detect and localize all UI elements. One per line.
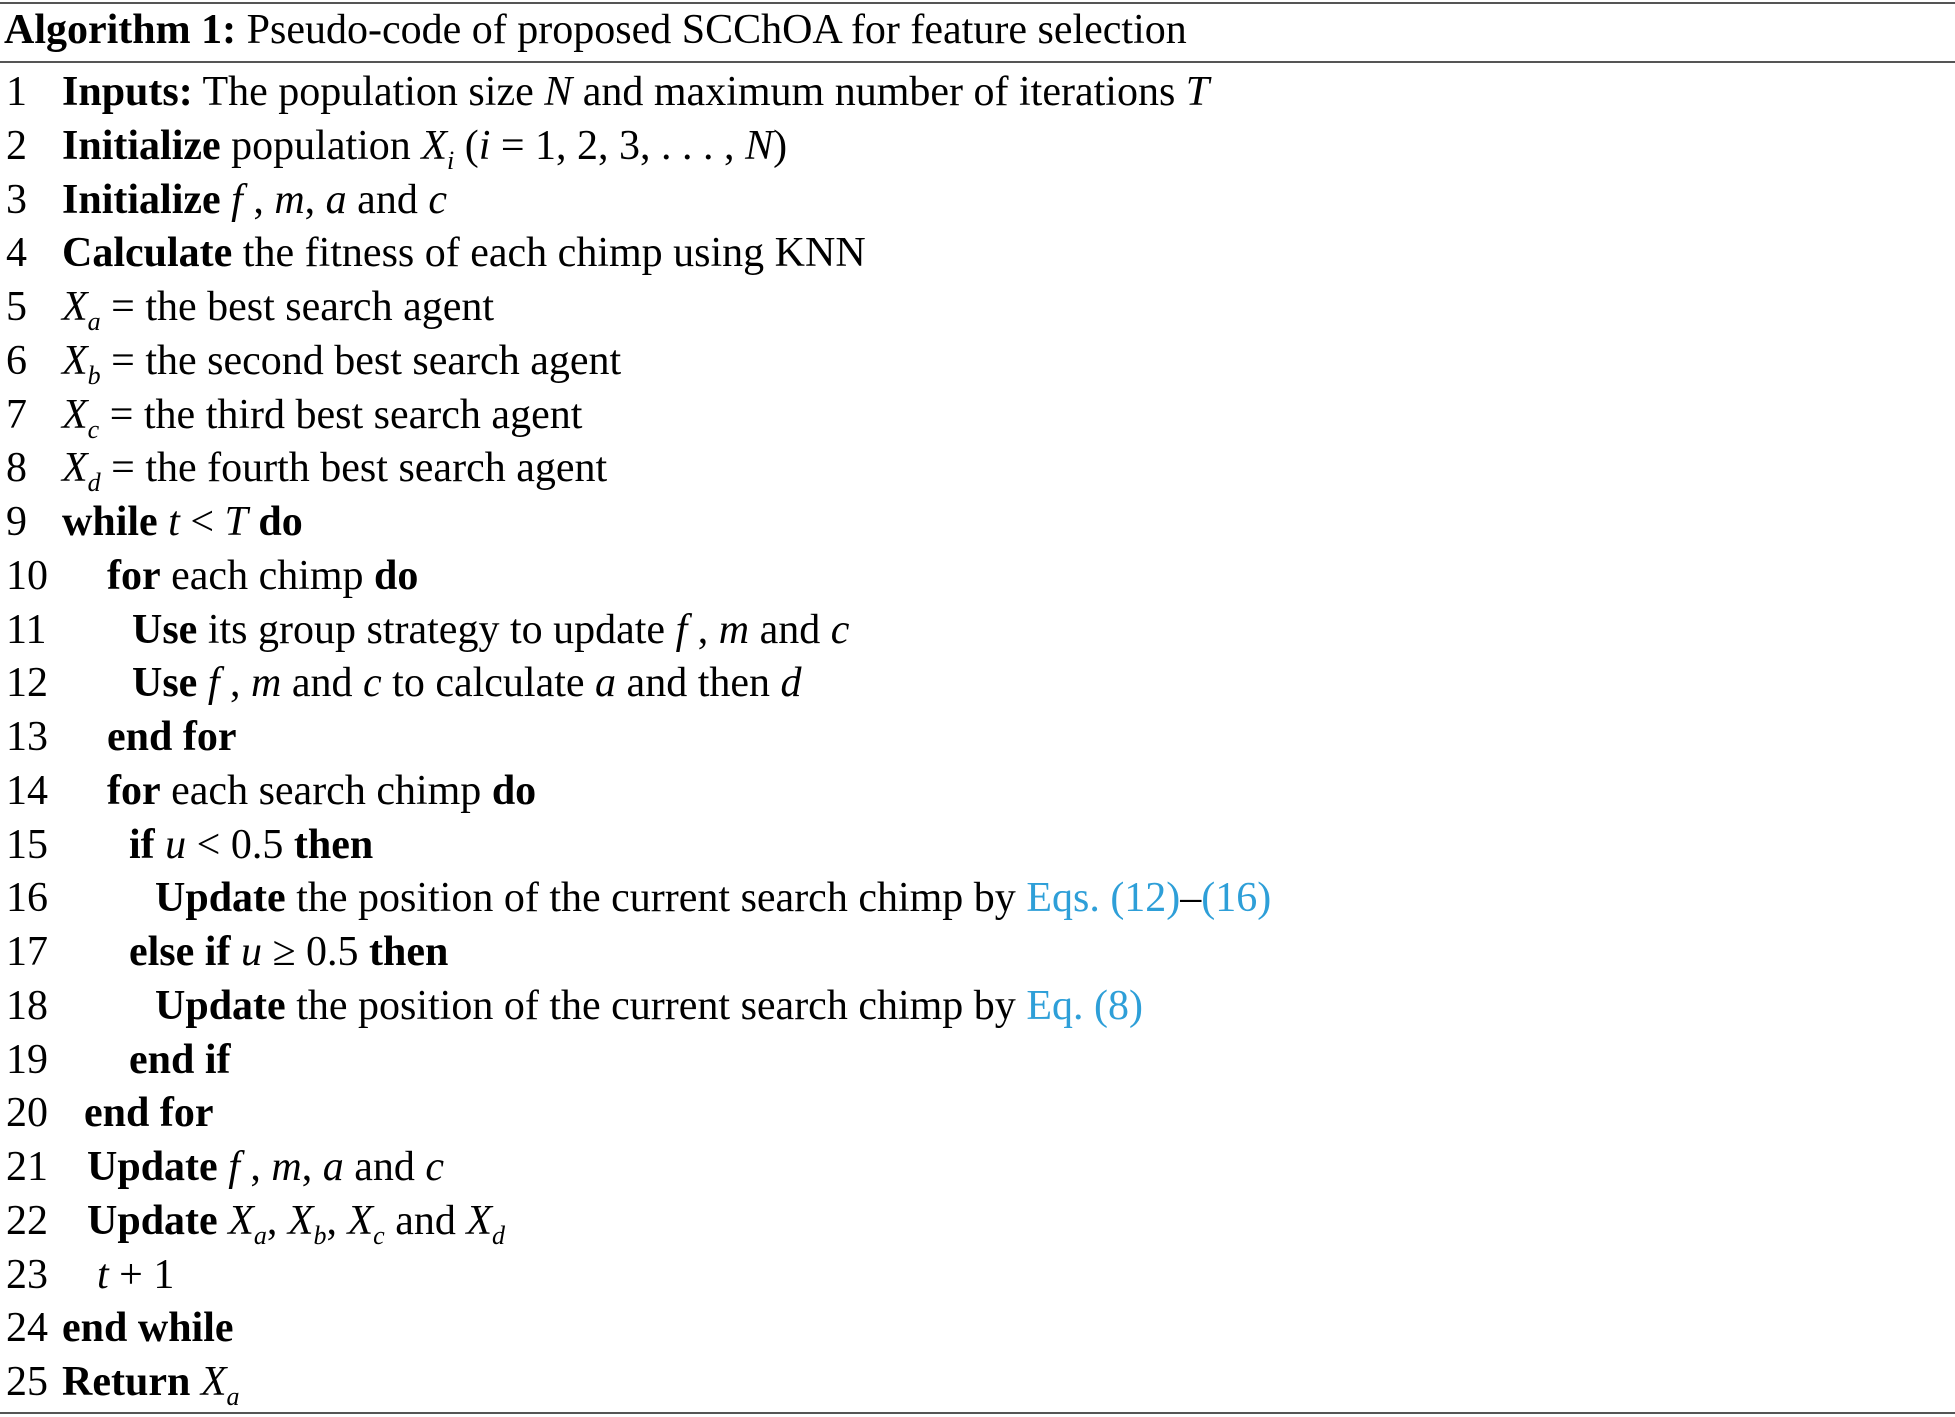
math-subscript: b xyxy=(87,360,101,390)
line-number: 9 xyxy=(6,499,27,545)
math-subscript: a xyxy=(226,1382,240,1411)
line-number: 24 xyxy=(6,1305,48,1352)
text: , xyxy=(219,660,251,707)
keyword: else if xyxy=(129,929,231,975)
line-number: 10 xyxy=(6,552,48,599)
line-content xyxy=(62,280,494,339)
math-variable: N xyxy=(745,122,774,169)
text: the fitness of each chimp using KNN xyxy=(232,230,866,277)
line-number: 21 xyxy=(6,1144,48,1190)
math-variable: N xyxy=(544,69,573,115)
line-content xyxy=(62,334,621,393)
text: each chimp xyxy=(160,552,375,599)
math-variable: c xyxy=(425,1144,445,1190)
math-variable: c xyxy=(428,176,447,223)
line-number: 12 xyxy=(6,660,48,707)
text xyxy=(230,929,241,975)
line-number: 17 xyxy=(6,929,48,975)
text xyxy=(218,1144,229,1190)
math-variable: c xyxy=(830,606,850,653)
math-variable: a xyxy=(595,660,617,707)
math-variable: d xyxy=(780,660,802,707)
line-content xyxy=(129,925,448,979)
text: and xyxy=(281,660,363,707)
line-content xyxy=(155,979,1143,1033)
line-number: 18 xyxy=(6,982,48,1029)
text: and xyxy=(384,1197,467,1244)
math-variable: m xyxy=(718,606,750,653)
text: its group strategy to update xyxy=(197,606,676,653)
line-content xyxy=(62,226,866,280)
keyword: end for xyxy=(84,1090,214,1137)
keyword: end while xyxy=(62,1305,234,1352)
line-number: 2 xyxy=(6,122,27,169)
line-content xyxy=(107,764,536,818)
math-variable: t xyxy=(97,1251,109,1298)
text: , xyxy=(242,176,275,223)
text: and xyxy=(346,176,429,223)
line-number: 19 xyxy=(6,1036,48,1083)
keyword: Inputs: xyxy=(62,69,193,115)
algorithm-label: Algorithm 1: xyxy=(4,7,237,53)
keyword: Return xyxy=(62,1359,191,1405)
line-number: 22 xyxy=(6,1197,48,1244)
text: , xyxy=(687,606,719,653)
line-number: 7 xyxy=(6,391,27,438)
math-subscript: d xyxy=(87,468,101,498)
keyword: do xyxy=(258,499,303,545)
text: each search chimp xyxy=(160,767,492,814)
line-number: 16 xyxy=(6,875,48,922)
text: + 1 xyxy=(108,1251,175,1298)
text: the position of the current search chimp by xyxy=(285,982,1027,1029)
line-content xyxy=(62,1355,239,1414)
math-variable: X xyxy=(287,1197,314,1244)
line-number: 4 xyxy=(6,230,27,277)
text xyxy=(218,1198,229,1244)
math-variable: f xyxy=(231,176,243,223)
text: , xyxy=(326,1197,348,1244)
line-content xyxy=(155,871,1271,925)
keyword: do xyxy=(374,552,419,599)
math-variable: T xyxy=(224,499,248,545)
math-variable: f xyxy=(675,606,688,653)
text: ( xyxy=(454,122,479,169)
math-variable: X xyxy=(228,1197,254,1244)
algorithm-caption-text: Pseudo-code of proposed SCChOA for feature selection xyxy=(246,7,1187,53)
text: population xyxy=(220,122,422,169)
line-number: 14 xyxy=(6,767,48,814)
line-content xyxy=(62,388,582,447)
line-content xyxy=(84,1086,214,1140)
math-subscript: a xyxy=(253,1220,267,1250)
keyword: if xyxy=(129,821,155,868)
math-variable: m xyxy=(251,660,282,707)
text xyxy=(155,822,166,868)
line-content xyxy=(87,1140,444,1194)
math-variable: f xyxy=(228,1144,240,1190)
line-content xyxy=(62,65,1209,119)
equation-link[interactable]: Eqs. (12) xyxy=(1026,875,1181,922)
keyword: then xyxy=(369,929,449,975)
math-variable: X xyxy=(421,122,447,169)
text: = the best search agent xyxy=(100,284,495,330)
math-variable: X xyxy=(62,391,88,438)
math-variable: c xyxy=(363,660,382,707)
text: to calculate xyxy=(381,660,596,707)
math-variable: a xyxy=(322,1144,344,1190)
math-subscript: b xyxy=(313,1220,327,1250)
math-variable: u xyxy=(240,929,262,975)
bottom-rule xyxy=(0,1412,1955,1414)
text xyxy=(221,177,232,223)
text: = the fourth best search agent xyxy=(100,445,608,492)
math-subscript: a xyxy=(87,307,101,336)
keyword: then xyxy=(293,821,374,868)
math-variable: X xyxy=(200,1359,227,1405)
line-content xyxy=(107,710,237,764)
math-variable: f xyxy=(207,660,220,707)
keyword: end for xyxy=(107,714,237,760)
line-number: 15 xyxy=(6,821,48,868)
keyword: Use xyxy=(132,606,198,653)
math-variable: X xyxy=(62,445,88,492)
line-content xyxy=(62,441,607,500)
range-dash: – xyxy=(1180,875,1202,922)
text: = 1, 2, 3, . . . , xyxy=(490,122,746,169)
text: , xyxy=(304,176,326,223)
keyword: for xyxy=(107,552,161,599)
text: the position of the current search chimp by xyxy=(285,875,1027,922)
text: and xyxy=(343,1144,426,1190)
text: = the third best search agent xyxy=(99,391,583,438)
text: ) xyxy=(773,122,788,169)
text: , xyxy=(266,1197,288,1244)
line-content xyxy=(87,1194,505,1253)
keyword: Initialize xyxy=(62,176,221,223)
line-content xyxy=(62,119,787,178)
keyword: end if xyxy=(129,1036,231,1083)
line-number: 23 xyxy=(6,1251,48,1298)
line-number: 1 xyxy=(6,69,27,115)
line-content xyxy=(62,1301,234,1355)
keyword: while xyxy=(62,499,158,545)
keyword: do xyxy=(491,767,537,814)
keyword: Calculate xyxy=(62,230,233,277)
text xyxy=(248,499,259,545)
keyword: Update xyxy=(155,875,286,922)
line-content xyxy=(129,1033,231,1087)
text: and then xyxy=(616,660,781,707)
keyword: Update xyxy=(87,1144,218,1190)
text: < 0.5 xyxy=(186,821,294,868)
text xyxy=(158,499,169,545)
math-variable: X xyxy=(62,284,88,330)
math-subscript: c xyxy=(373,1220,385,1250)
math-variable: X xyxy=(62,337,88,384)
text: ≥ 0.5 xyxy=(261,929,370,975)
line-content xyxy=(129,818,373,872)
equation-link[interactable]: Eq. (8) xyxy=(1026,982,1143,1029)
line-number: 5 xyxy=(6,284,27,330)
line-number: 13 xyxy=(6,714,48,760)
line-number: 3 xyxy=(6,176,27,223)
line-content xyxy=(132,603,849,657)
line-content xyxy=(132,656,802,710)
header-rule xyxy=(0,61,1955,63)
text: and maximum number of iterations xyxy=(572,69,1186,115)
math-subscript: d xyxy=(492,1220,506,1250)
line-content xyxy=(62,173,447,227)
algorithm-caption xyxy=(4,0,1187,60)
math-variable: m xyxy=(271,1144,302,1190)
line-number: 6 xyxy=(6,337,27,384)
text: The population size xyxy=(192,69,545,115)
line-number: 11 xyxy=(6,606,47,653)
math-variable: m xyxy=(274,176,305,223)
text: < xyxy=(179,499,225,545)
keyword: Initialize xyxy=(62,122,221,169)
text: = the second best search agent xyxy=(100,337,622,384)
math-variable: u xyxy=(165,821,187,868)
keyword: Update xyxy=(87,1197,218,1244)
math-subscript: i xyxy=(446,145,455,175)
math-variable: t xyxy=(168,499,180,545)
line-content xyxy=(62,495,303,549)
line-number: 8 xyxy=(6,445,27,492)
math-variable: X xyxy=(466,1197,493,1244)
line-content xyxy=(97,1248,174,1302)
math-variable: X xyxy=(347,1197,374,1244)
math-variable: a xyxy=(325,176,347,223)
keyword: for xyxy=(107,767,161,814)
math-variable: i xyxy=(478,122,491,169)
line-content xyxy=(107,549,418,603)
math-subscript: c xyxy=(87,414,100,444)
keyword: Update xyxy=(155,982,286,1029)
equation-link[interactable]: (16) xyxy=(1201,875,1272,922)
line-number: 25 xyxy=(6,1359,48,1405)
text xyxy=(190,1359,201,1405)
line-number: 20 xyxy=(6,1090,48,1137)
text: and xyxy=(749,606,831,653)
math-variable: T xyxy=(1185,69,1210,115)
text: , xyxy=(301,1144,323,1190)
text: , xyxy=(239,1144,272,1190)
text xyxy=(197,660,208,706)
keyword: Use xyxy=(132,660,198,707)
